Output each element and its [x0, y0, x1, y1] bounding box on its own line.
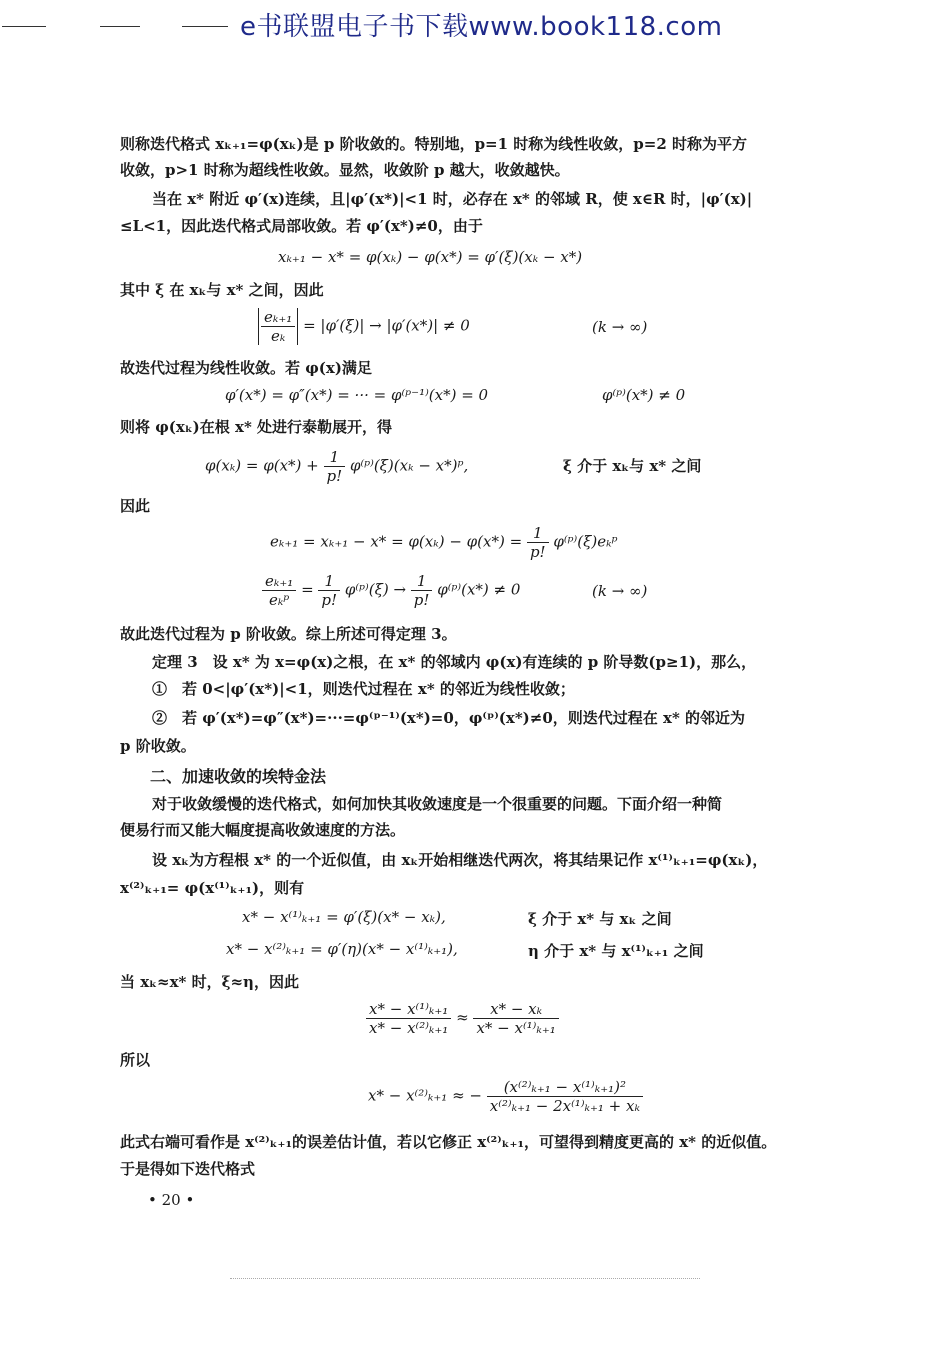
equation-2	[258, 308, 470, 345]
equation-condition: (k → ∞)	[592, 318, 648, 336]
fraction-numerator: 1	[318, 572, 340, 591]
fraction-numerator: (x⁽²⁾ₖ₊₁ − x⁽¹⁾ₖ₊₁)²	[487, 1078, 643, 1097]
text-line: ≤L<1，因此迭代格式局部收敛。若 φ′(x*)≠0，由于	[120, 217, 483, 235]
fraction-denominator: p!	[529, 543, 546, 561]
fraction-numerator: x* − xₖ	[473, 1000, 558, 1019]
text-line: x⁽²⁾ₖ₊₁= φ(x⁽¹⁾ₖ₊₁)，则有	[120, 879, 305, 897]
text-line: 所以	[120, 1051, 151, 1069]
text-line: 则称迭代格式 xₖ₊₁=φ(xₖ)是 p 阶收敛的。特别地，p=1 时称为线性收敛，p=2 时称为平方	[120, 135, 748, 153]
text-line: 其中 ξ 在 xₖ与 x* 之间，因此	[120, 281, 324, 299]
equation-text: φ⁽ᵖ⁾(ξ)(xₖ − x*)ᵖ,	[349, 456, 469, 475]
equation-7: x* − x⁽¹⁾ₖ₊₁ = φ′(ξ)(x* − xₖ),	[242, 908, 446, 926]
equation-condition: ξ 介于 x* 与 xₖ 之间	[528, 910, 672, 928]
fraction-numerator: 1	[411, 572, 433, 591]
text-line: 此式右端可看作是 x⁽²⁾ₖ₊₁的误差估计值，若以它修正 x⁽²⁾ₖ₊₁，可望得到精度更高的 x* 的近似值。	[120, 1133, 777, 1151]
fraction-numerator: 1	[324, 448, 346, 467]
equation-text: x* − x⁽²⁾ₖ₊₁ ≈ −	[368, 1086, 482, 1105]
text-line: 便易行而又能大幅度提高收敛速度的方法。	[120, 821, 406, 839]
fraction-denominator: p!	[321, 591, 338, 609]
scan-artifact-divider	[230, 1278, 700, 1279]
equation-8: x* − x⁽²⁾ₖ₊₁ = φ′(η)(x* − x⁽¹⁾ₖ₊₁),	[226, 940, 458, 958]
equation-text: φ⁽ᵖ⁾(ξ)eₖᵖ	[553, 532, 618, 551]
text-line: 于是得如下迭代格式	[120, 1160, 256, 1178]
equation-10	[368, 1078, 643, 1115]
equation-condition: η 介于 x* 与 x⁽¹⁾ₖ₊₁ 之间	[528, 942, 704, 960]
theorem-statement: 定理 3 设 x* 为 x=φ(x)之根，在 x* 的邻域内 φ(x)有连续的 p 阶导数(p≥1)，那么，	[152, 653, 757, 671]
equation-1: xₖ₊₁ − x* = φ(xₖ) − φ(x*) = φ′(ξ)(xₖ − x*)	[278, 248, 583, 266]
equation-5	[270, 524, 618, 561]
equation-4	[205, 448, 468, 485]
section-heading: 二、加速收敛的埃特金法	[150, 767, 327, 786]
text-line: 故迭代过程为线性收敛。若 φ(x)满足	[120, 359, 372, 377]
fraction-denominator: x⁽²⁾ₖ₊₁ − 2x⁽¹⁾ₖ₊₁ + xₖ	[489, 1097, 640, 1115]
text-line: 当在 x* 附近 φ′(x)连续，且|φ′(x*)|<1 时，必存在 x* 的邻域 R，使 x∈R 时，|φ′(x)|	[152, 190, 753, 208]
page-number: • 20 •	[148, 1191, 195, 1209]
text-line: 设 xₖ为方程根 x* 的一个近似值，由 xₖ开始相继迭代两次，将其结果记作 x⁽¹⁾ₖ₊₁=φ(xₖ)，	[152, 851, 768, 869]
fraction-denominator: p!	[326, 467, 343, 485]
text-line: 因此	[120, 497, 151, 515]
fraction-denominator: eₖᵖ	[268, 591, 290, 609]
theorem-item-1: ① 若 0<|φ′(x*)|<1，则迭代过程在 x* 的邻近为线性收敛；	[152, 680, 575, 698]
text-line: 则将 φ(xₖ)在根 x* 处进行泰勒展开，得	[120, 418, 393, 436]
text-line: 收敛，p>1 时称为超线性收敛。显然，收敛阶 p 越大，收敛越快。	[120, 161, 570, 179]
text-line: 当 xₖ≈x* 时，ξ≈η，因此	[120, 973, 299, 991]
fraction-denominator: x* − x⁽¹⁾ₖ₊₁	[476, 1019, 556, 1037]
header-dash	[182, 26, 228, 27]
equation-text: φ⁽ᵖ⁾(x*) ≠ 0	[437, 580, 521, 599]
equation-3: φ′(x*) = φ″(x*) = ··· = φ⁽ᵖ⁻¹⁾(x*) = 0	[225, 386, 489, 404]
header-dash	[100, 26, 140, 27]
equation-condition: (k → ∞)	[592, 582, 648, 600]
text-line: 故此迭代过程为 p 阶收敛。综上所述可得定理 3。	[120, 625, 457, 643]
equation-condition: ξ 介于 xₖ与 x* 之间	[563, 457, 702, 475]
equation-9	[366, 1000, 559, 1037]
fraction-numerator: 1	[527, 524, 549, 543]
fraction-denominator: p!	[413, 591, 430, 609]
fraction-numerator: eₖ₊₁	[261, 308, 295, 327]
equation-text: =	[301, 580, 314, 599]
equation-text: φ⁽ᵖ⁾(ξ) →	[344, 580, 407, 599]
equation-text: eₖ₊₁ = xₖ₊₁ − x* = φ(xₖ) − φ(x*) =	[270, 532, 523, 551]
equation-text: φ(xₖ) = φ(x*) +	[205, 456, 319, 475]
text-line: p 阶收敛。	[120, 737, 196, 755]
equation-text: = |φ′(ξ)| → |φ′(x*)| ≠ 0	[303, 316, 470, 335]
equation-3-condition: φ⁽ᵖ⁾(x*) ≠ 0	[602, 386, 686, 404]
fraction-denominator: x* − x⁽²⁾ₖ₊₁	[369, 1019, 449, 1037]
fraction-numerator: x* − x⁽¹⁾ₖ₊₁	[366, 1000, 451, 1019]
text-line: 对于收敛缓慢的迭代格式，如何加快其收敛速度是一个很重要的问题。下面介绍一种简	[152, 795, 723, 813]
fraction-numerator: eₖ₊₁	[262, 572, 296, 591]
fraction-denominator: eₖ	[270, 327, 286, 345]
equation-6	[262, 572, 520, 609]
equation-text: ≈	[456, 1008, 469, 1027]
header-link[interactable]: e书联盟电子书下载www.book118.com	[240, 12, 723, 42]
header-dash	[2, 26, 46, 27]
page-header	[0, 4, 952, 42]
theorem-item-2: ② 若 φ′(x*)=φ″(x*)=···=φ⁽ᵖ⁻¹⁾(x*)=0，φ⁽ᵖ⁾(x*)≠0，则迭代过程在 x* 的邻近为	[152, 709, 746, 727]
